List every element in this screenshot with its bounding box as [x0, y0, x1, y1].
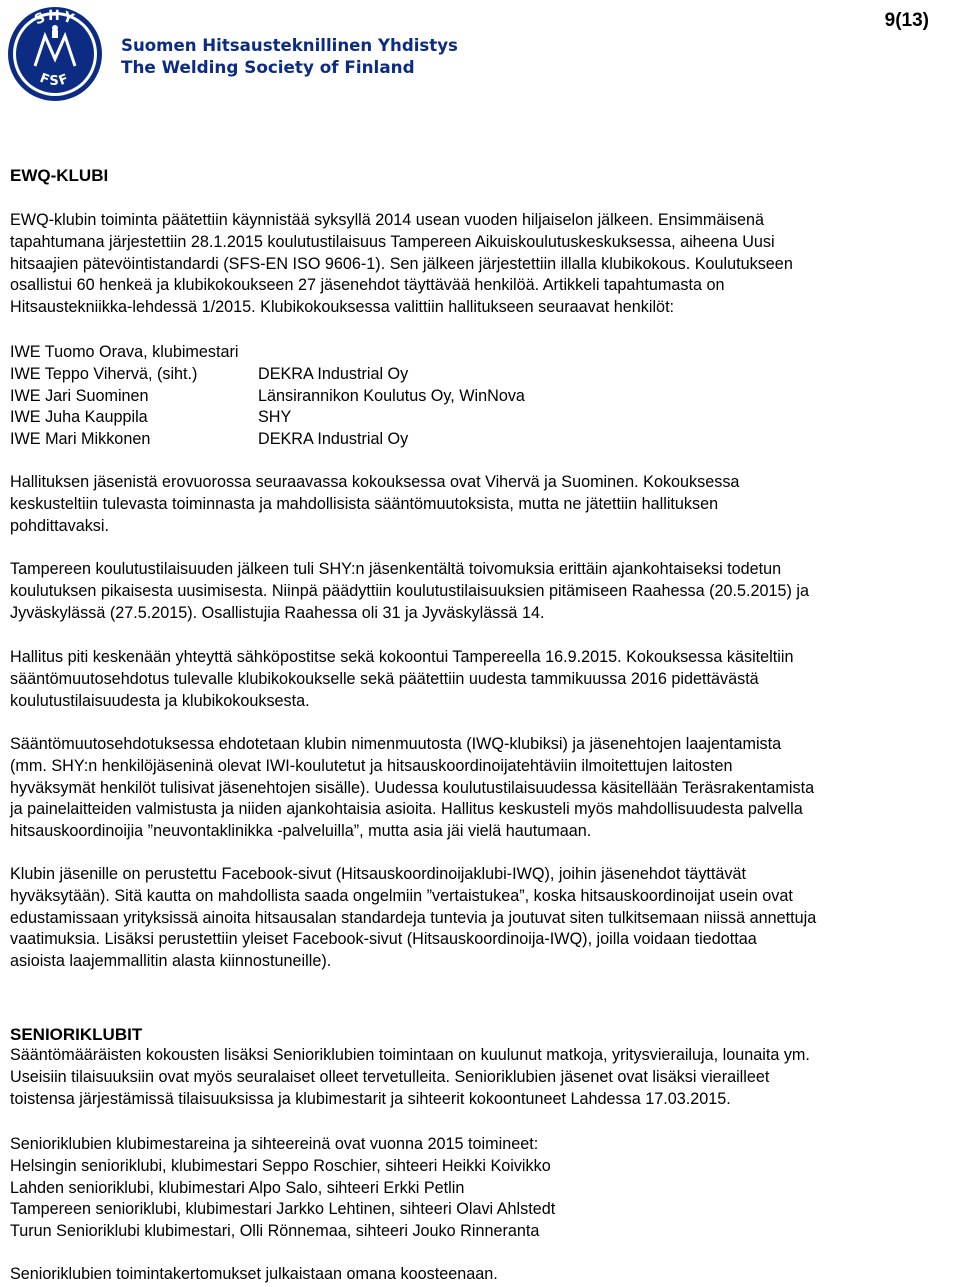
emblem-top-text: SHY [32, 7, 78, 29]
board-member-row [10, 386, 945, 408]
board-member-name: IWE Teppo Vihervä, (siht.) [10, 364, 198, 383]
paragraph-facebook: Klubin jäsenille on perustettu Facebook-sivut (Hitsauskoordinoijaklubi-IWQ), joihin jäsenehdot täyttävät hyväksytään). Sitä kautta on mahdollista saada ongelmiin ”vertaistukea”, koska hitsauskoordinoijat usein ovat edustamissaan yrityksissä ainoita hitsausalan standardeja tuntevia ja joutuvat siten tulkitsemaan niissä annettuja vaatimuksia. Lisäksi perustettiin yleiset Facebook-sivut (Hitsauskoordinoija-IWQ), joilla voidaan tiedottaa asioista laajemmallitin alasta kiinnostuneille). [10, 865, 817, 971]
paragraph-senior-reports: Senioriklubien toimintakertomukset julkaistaan omana koosteenaan. [10, 1265, 498, 1283]
board-member-org: Länsirannikon Koulutus Oy, WinNova [258, 386, 525, 405]
board-member-name: IWE Jari Suominen [10, 386, 149, 405]
paragraph-board-meeting: Hallitus piti keskenään yhteyttä sähköpostitse sekä kokoontui Tampereella 16.9.2015. Kokouksessa käsiteltiin sääntömuutosehdotus tulevalle klubikokoukselle sekä päätettiin uudesta tammikuussa 2016 pidettävästä koulutustilaisuudesta ja klubikokouksesta. [10, 648, 794, 710]
emblem-bottom-text: FSF [37, 70, 73, 90]
board-member-org [258, 342, 945, 364]
heading-senioriklubit: SENIORIKLUBIT [10, 1025, 143, 1044]
paragraph-senior-intro: Sääntömääräisten kokousten lisäksi Senioriklubien toimintaan on kuulunut matkoja, yritysvierailuja, lounaita ym. Useisiin tilaisuuksiin ovat myös seuralaiset olleet tervetulleita. Senioriklubien jäsenet ovat lisäksi vierailleet toistensa järjestämissä tilaisuuksissa ja klubimestarit ja sihteerit kokoontuneet Lahdessa 17.03.2015. [10, 1046, 810, 1108]
board-member-name: IWE Tuomo Orava, klubimestari [10, 343, 239, 361]
board-member-name: IWE Mari Mikkonen [10, 430, 151, 449]
board-member-list [10, 342, 945, 451]
board-member-row [10, 407, 945, 429]
paragraph-rule-change: Sääntömuutosehdotuksessa ehdotetaan klubin nimenmuutosta (IWQ-klubiksi) ja jäsenehtojen laajentamista (mm. SHY:n henkilöjäseninä olevat IWI-koulutetut ja hitsauskoordinoijatehtäviin ilmoitettujen laitosten hyväksymät henkilöt tulisivat jäsenehtojen sisälle). Uudessa koulutustilaisuudessa käsitellään Teräsrakentamista ja painelaitteiden valmistusta ja niiden ajankohtaisia asioita. Hallitus keskusteli myös mahdollisuudesta palvella hitsauskoordinoijia ”neuvontaklinikka -palveluilla”, mutta asia jäi vielä hautumaan. [10, 735, 815, 841]
board-member-row [10, 429, 945, 451]
paragraph-board-rotation: Hallituksen jäsenistä erovuorossa seuraavassa kokouksessa ovat Vihervä ja Suominen. Kokouksessa keskusteltiin tulevasta toiminnasta ja mahdollisista sääntömuutoksista, mutta ne jätettiin hallituksen pohdittavaksi. [10, 473, 740, 535]
page-header [0, 0, 960, 90]
board-member-org: DEKRA Industrial Oy [258, 364, 409, 383]
board-member-row [10, 342, 945, 364]
board-member-org: DEKRA Industrial Oy [258, 430, 409, 449]
board-member-row [10, 364, 945, 386]
paragraph-ewq-intro: EWQ-klubin toiminta päätettiin käynnistää syksyllä 2014 usean vuoden hiljaiselon jälkeen. Ensimmäisenä tapahtumana järjestettiin 28.1.2015 koulutustilaisuus Tampereen Aikuiskoulutuskeskuksessa, aiheena Uusi hitsaajien pätevöintistandardi (SFS-EN ISO 9606-1). Sen jälkeen järjestettiin illalla klubikokous. Koulutukseen osallistui 60 henkeä ja klubikokoukseen 27 jäsenehdot täyttävää henkilöä. Artikkeli tapahtumasta on Hitsaustekniikka-lehdessä 1/2015. Klubikokouksessa valittiin hallitukseen seuraavat henkilöt: [10, 211, 793, 317]
board-member-org: SHY [258, 408, 292, 427]
paragraph-tampere-training: Tampereen koulutustilaisuuden jälkeen tuli SHY:n jäsenkentältä toivomuksia erittäin ajankohtaiseksi todetun koulutuksen pikaisesta uusimisesta. Niinpä päädyttiin koulutustilaisuuksien pitämiseen Raahessa (20.5.2015) ja Jyväskylässä (27.5.2015). Osallistujia Raahessa oli 31 ja Jyväskylässä 14. [10, 560, 810, 622]
org-name-english: The Welding Society of Finland [121, 56, 415, 77]
page-number: 9(13) [884, 10, 929, 31]
board-member-name: IWE Juha Kauppila [10, 408, 148, 427]
org-names [121, 35, 458, 78]
paragraph-senior-officers: Senioriklubien klubimestareina ja sihteereinä ovat vuonna 2015 toimineet: Helsingin senioriklubi, klubimestari Seppo Roschier, sihteeri Heikki Koivikko Lahden senioriklubi, klubimestari Alpo Salo, sihteeri Erkki Petlin Tampereen senioriklubi, klubimestari Jarkko Lehtinen, sihteeri Olavi Ahlstedt Turun Senioriklubi klubimestari, Olli Rönnemaa, sihteeri Jouko Rinneranta [10, 1135, 556, 1241]
org-name-finnish: Suomen Hitsausteknillinen Yhdistys [121, 36, 458, 55]
shy-fsf-emblem-icon [5, 4, 105, 104]
heading-ewq-klubi: EWQ-KLUBI [10, 166, 109, 185]
